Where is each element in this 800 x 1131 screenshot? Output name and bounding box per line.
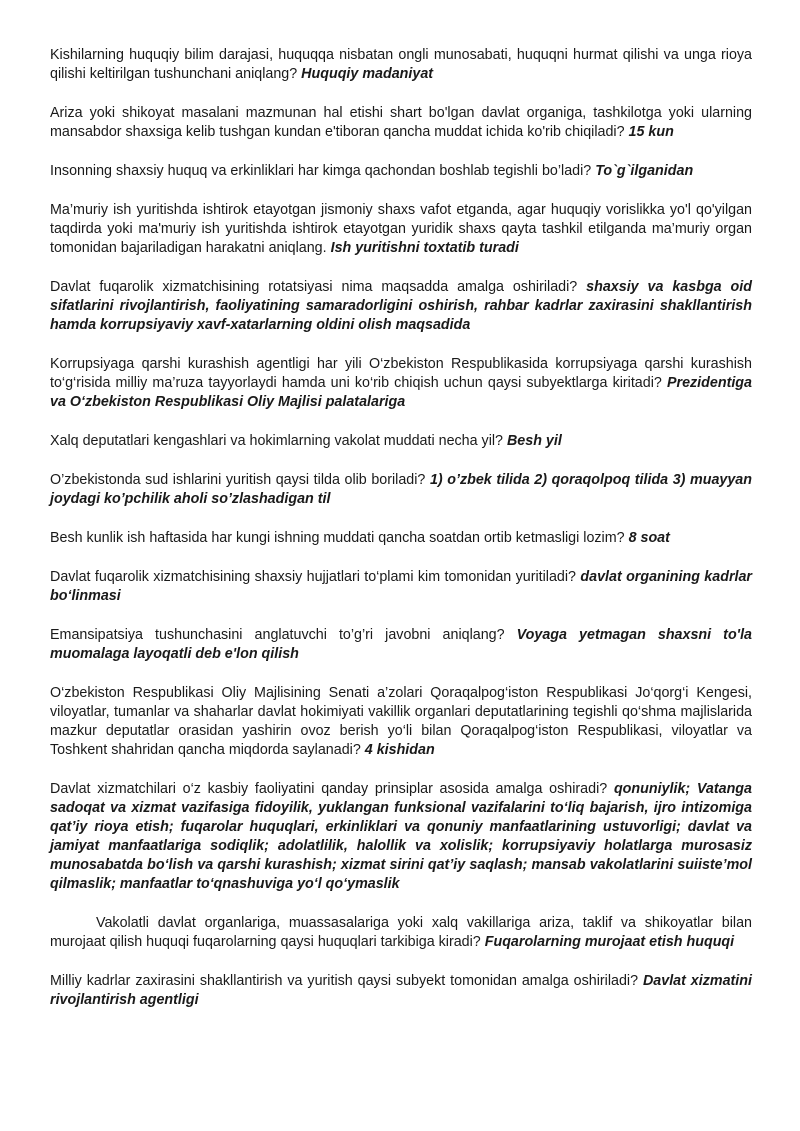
question-item-6 <box>50 355 752 412</box>
question-item-9 <box>50 529 752 548</box>
question-text: Besh kunlik ish haftasida har kungi ishning muddati qancha soatdan ortib ketmasligi lozim? <box>50 530 625 546</box>
question-item-1 <box>50 46 752 84</box>
answer-text: 4 kishidan <box>364 742 435 758</box>
answer-text: Voyaga yetmagan shaxsni to'la muomalaga layoqatli deb e'lon qilish <box>50 627 752 662</box>
question-item-10 <box>50 568 752 606</box>
question-item-8 <box>50 471 752 509</box>
question-item-2 <box>50 104 752 142</box>
question-item-12 <box>50 684 752 760</box>
answer-text: qonuniylik; Vatanga sadoqat va xizmat vazifasiga fidoyilik, yuklangan funksional vazifalarini to‘liq bajarish, ijro intizomiga qat’iy rioya etish; fuqarolar huquqlari, erkinliklari va qonuniy manfaatlarining ustuvorligi; davlat va jamiyat manfaatlariga sodiqlik; adolatlilik, halollik va xolislik; korrupsiyaviy holatlarga murosasiz munosabatda bo‘lish va qarshi kurashish; xizmat sirini qat’iy saqlash; mansab vakolatlarini suiiste’mol qilmaslik; manfaatlar to‘qnashuviga yo‘l qo‘ymaslik <box>50 781 752 892</box>
question-item-15 <box>50 972 752 1010</box>
answer-text: 1) o’zbek tilida 2) qoraqolpoq tilida 3) muayyan joydagi ko’pchilik aholi so’zlashadigan til <box>50 472 752 507</box>
question-item-5 <box>50 278 752 335</box>
question-text: Vakolatli davlat organlariga, muassasalariga yoki xalq vakillariga ariza, taklif va shikoyatlar bilan murojaat qilish huquqi fuqarolarning qaysi huquqlari tarkibiga kiradi? <box>50 915 752 950</box>
answer-text: davlat organining kadrlar bo‘linmasi <box>50 569 752 604</box>
question-item-11 <box>50 626 752 664</box>
question-text: Davlat xizmatchilari o‘z kasbiy faoliyatini qanday prinsiplar asosida amalga oshiradi? <box>50 781 608 797</box>
question-text: Davlat fuqarolik xizmatchisining rotatsiyasi nima maqsadda amalga oshiriladi? <box>50 279 578 295</box>
question-item-14 <box>50 914 752 952</box>
question-text: Milliy kadrlar zaxirasini shakllantirish va yuritish qaysi subyekt tomonidan amalga oshiriladi? <box>50 973 639 989</box>
question-item-3 <box>50 162 752 181</box>
answer-text: 8 soat <box>628 530 670 546</box>
question-text: O‘zbekiston Respublikasi Oliy Majlisining Senati a’zolari Qoraqalpog‘iston Respublikasi Jo‘qorg‘i Kengesi, viloyatlar, tumanlar va shaharlar davlat hokimiyati vakillik organlari deputatlarining tegishli qo‘shma majlislarida mazkur deputatlar orasidan yashirin ovoz berish yo‘li bilan Qoraqalpog‘iston Respublikasi, viloyatlar va Toshkent shahridan qancha miqdorda saylanadi? <box>50 685 752 758</box>
question-text: O’zbekistonda sud ishlarini yuritish qaysi tilda olib boriladi? <box>50 472 426 488</box>
question-text: Davlat fuqarolik xizmatchisining shaxsiy hujjatlari to‘plami kim tomonidan yuritiladi? <box>50 569 577 585</box>
question-text: Xalq deputatlari kengashlari va hokimlarning vakolat muddati necha yil? <box>50 433 503 449</box>
question-item-13 <box>50 780 752 894</box>
answer-text: Huquqiy madaniyat <box>301 66 434 82</box>
question-item-4 <box>50 201 752 258</box>
answer-text: Prezidentiga va O‘zbekiston Respublikasi Oliy Majlisi palatalariga <box>50 375 752 410</box>
answer-text: 15 kun <box>628 124 674 140</box>
question-item-7 <box>50 432 752 451</box>
answer-text: Besh yil <box>506 433 562 449</box>
question-text: Emansipatsiya tushunchasini anglatuvchi to’g’ri javobni aniqlang? <box>50 627 505 643</box>
question-text: Insonning shaxsiy huquq va erkinliklari har kimga qachondan boshlab tegishli bo’ladi? <box>50 163 592 179</box>
answer-text: Fuqarolarning murojaat etish huquqi <box>484 934 735 950</box>
question-text: Kishilarning huquqiy bilim darajasi, huquqqa nisbatan ongli munosabati, huquqni hurmat qilishi va unga rioya qilishi keltirilgan tushunchani aniqlang? <box>50 47 752 82</box>
answer-text: Ish yuritishni toxtatib turadi <box>330 240 519 256</box>
answer-text: Davlat xizmatini rivojlantirish agentligi <box>50 973 752 1008</box>
answer-text: shaxsiy va kasbga oid sifatlarini rivojlantirish, faoliyatining samaradorligini oshirish, rahbar kadrlar zaxirasini shakllantirish hamda korrupsiyaviy xavf-xatarlarning oldini olish maqsadida <box>50 279 752 333</box>
question-text: Ma’muriy ish yuritishda ishtirok etayotgan jismoniy shaxs vafot etganda, agar huquqiy vorislikka yo'l qo'yilgan taqdirda yoki ma'muriy ish yuritishda ishtirok etayotgan yuridik shaxs qayta tashkil etilganda ma’muriy organ tomonidan bajariladigan harakatni aniqlang. <box>50 202 752 256</box>
question-text: Ariza yoki shikoyat masalani mazmunan hal etishi shart bo'lgan davlat organiga, tashkilotga yoki ularning mansabdor shaxsiga kelib tushgan kundan e'tiboran qancha muddat ichida ko'rib chiqiladi? <box>50 105 752 140</box>
question-text: Korrupsiyaga qarshi kurashish agentligi har yili O‘zbekiston Respublikasida korrupsiyaga qarshi kurashish to‘g‘risida milliy ma’ruza tayyorlaydi hamda uni ko‘rib chiqish uchun qaysi subyektlarga kiritadi? <box>50 356 752 391</box>
answer-text: To`g`ilganidan <box>595 163 694 179</box>
